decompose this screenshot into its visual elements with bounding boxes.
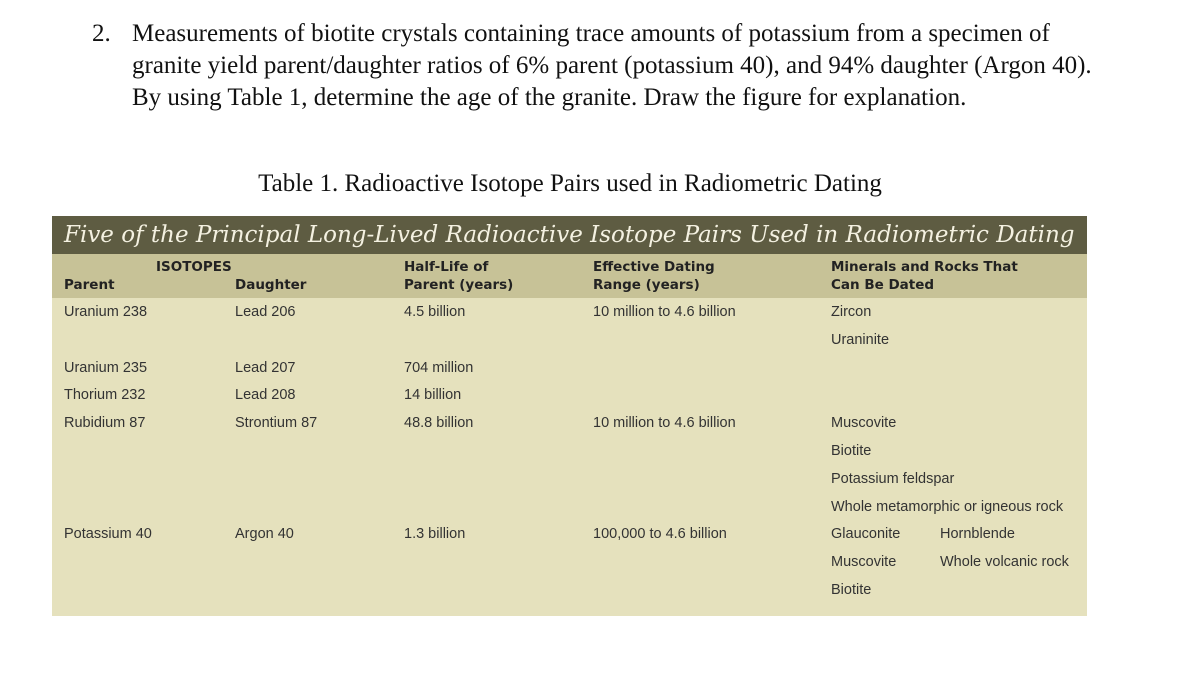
row-rubidium87-mineral: Whole metamorphic or igneous rock — [831, 499, 1064, 515]
header-daughter: Daughter — [235, 277, 307, 293]
row-rubidium87-mineral: Potassium feldspar — [831, 471, 955, 487]
question-number: 2. — [92, 20, 111, 47]
header-minerals-line1: Minerals and Rocks That — [831, 259, 1018, 275]
question-text: Measurements of biotite crystals containing trace amounts of potassium from a specimen of granite yield parent/daughter ratios of 6% parent (potassium 40), and 94% daughter (Argon 40). By using Table 1, determine the age of the granite. Draw the figure for explanation. — [132, 20, 1092, 111]
row-potassium40-mineral: Muscovite — [831, 554, 897, 570]
header-minerals-line2: Can Be Dated — [831, 277, 935, 293]
row-potassium40-mineral: Biotite — [831, 582, 872, 598]
row-thorium232-half-life: 14 billion — [404, 387, 462, 403]
row-uranium238-mineral: Uraninite — [831, 332, 890, 348]
header-half-life-line2: Parent (years) — [404, 277, 514, 293]
row-rubidium87-daughter: Strontium 87 — [235, 415, 318, 431]
header-half-life-line1: Half-Life of — [404, 259, 489, 275]
row-potassium40-half-life: 1.3 billion — [404, 526, 466, 542]
row-uranium238-parent: Uranium 238 — [64, 304, 148, 320]
row-potassium40-daughter: Argon 40 — [235, 526, 294, 542]
row-uranium238-mineral: Zircon — [831, 304, 872, 320]
row-rubidium87-parent: Rubidium 87 — [64, 415, 146, 431]
row-rubidium87-mineral: Muscovite — [831, 415, 897, 431]
row-potassium40-mineral-extra: Hornblende — [940, 526, 1015, 542]
header-parent: Parent — [64, 277, 115, 293]
row-potassium40-mineral: Glauconite — [831, 526, 901, 542]
row-uranium238-dating-range: 10 million to 4.6 billion — [593, 304, 736, 320]
row-rubidium87-half-life: 48.8 billion — [404, 415, 474, 431]
row-potassium40-mineral-extra: Whole volcanic rock — [940, 554, 1069, 570]
row-uranium235-parent: Uranium 235 — [64, 360, 148, 376]
row-thorium232-parent: Thorium 232 — [64, 387, 146, 403]
table-banner-title: Five of the Principal Long-Lived Radioactive Isotope Pairs Used in Radiometric Dating — [52, 216, 1087, 254]
row-rubidium87-dating-range: 10 million to 4.6 billion — [593, 415, 736, 431]
header-dating-range-line1: Effective Dating — [593, 259, 715, 275]
row-uranium238-daughter: Lead 206 — [235, 304, 296, 320]
row-uranium235-half-life: 704 million — [404, 360, 474, 376]
row-thorium232-daughter: Lead 208 — [235, 387, 296, 403]
table-header — [52, 254, 1087, 298]
header-dating-range-line2: Range (years) — [593, 277, 700, 293]
header-isotopes: ISOTOPES — [156, 259, 232, 275]
table-caption: Table 1. Radioactive Isotope Pairs used in Radiometric Dating — [258, 170, 882, 197]
row-potassium40-parent: Potassium 40 — [64, 526, 152, 542]
isotope-table — [52, 216, 1087, 616]
row-rubidium87-mineral: Biotite — [831, 443, 872, 459]
row-uranium238-half-life: 4.5 billion — [404, 304, 466, 320]
row-uranium235-daughter: Lead 207 — [235, 360, 296, 376]
row-potassium40-dating-range: 100,000 to 4.6 billion — [593, 526, 727, 542]
